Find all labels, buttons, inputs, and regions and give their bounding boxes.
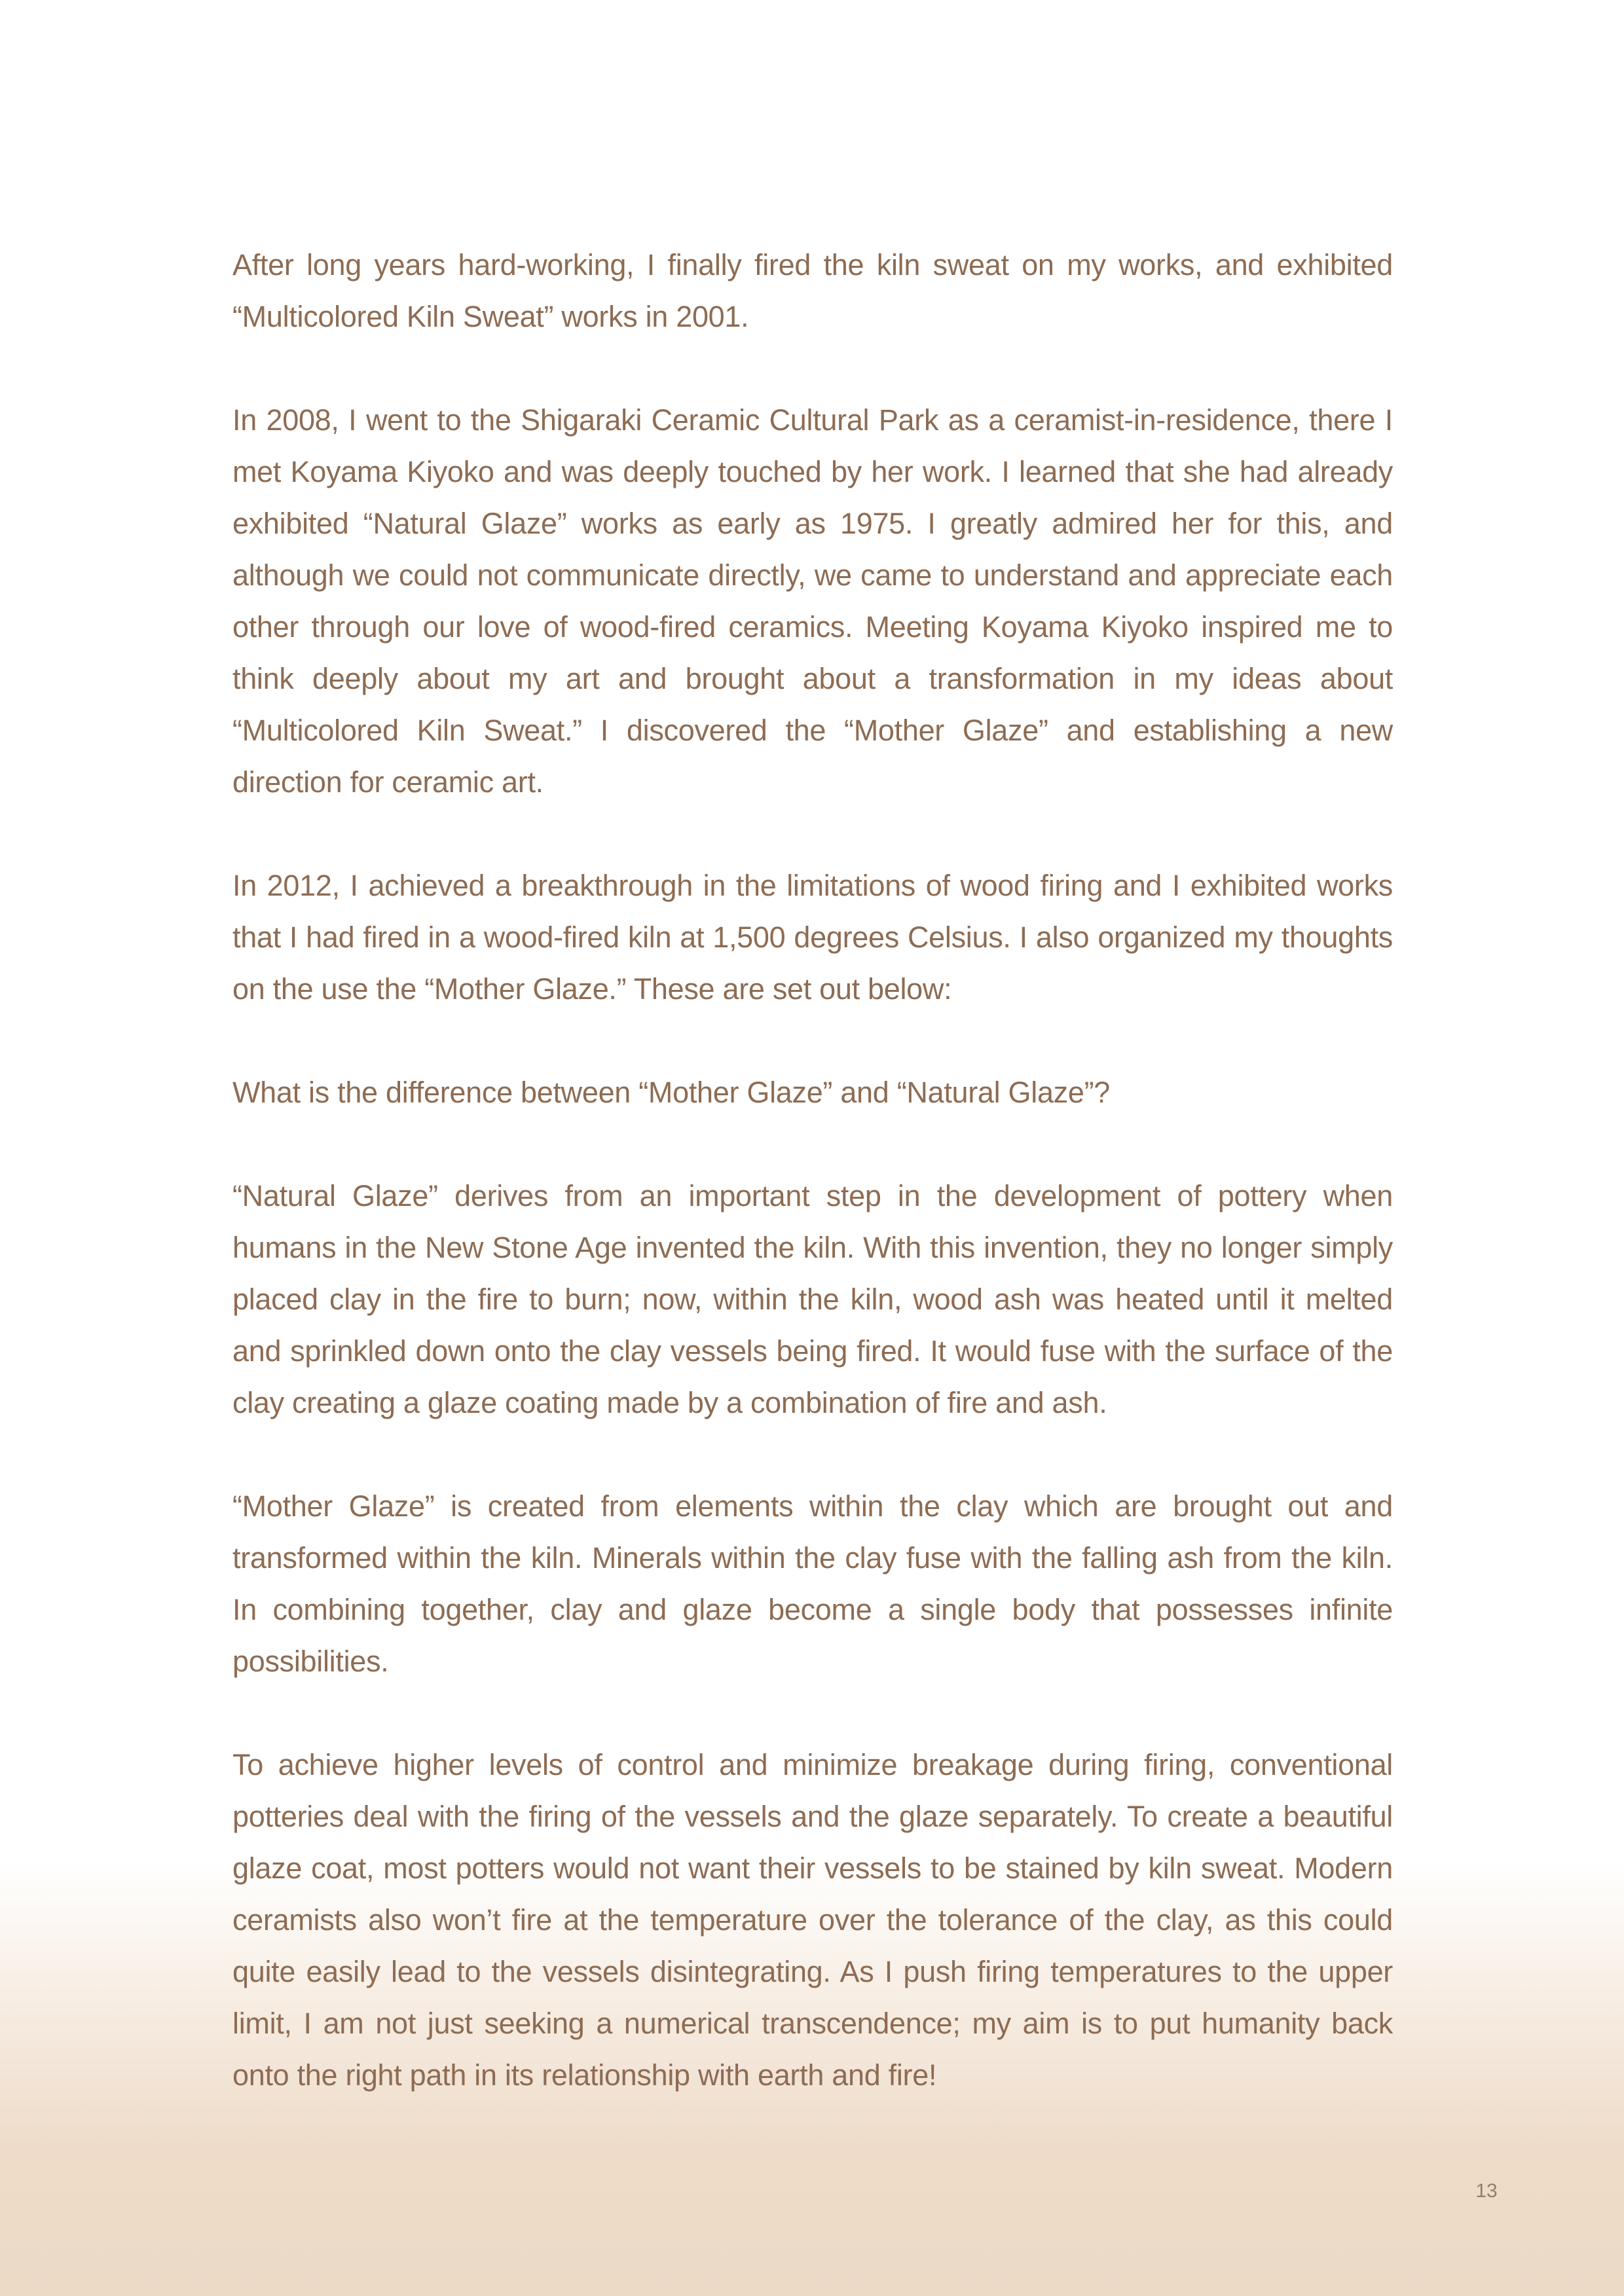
paragraph-natural-glaze: “Natural Glaze” derives from an important step in the development of pottery when humans in the New Stone Age invented the kiln. With this invention, they no longer simply placed clay in the fire to burn; now, within the kiln, wood ash was heated until it melted and sprinkled down onto the clay vessels being fired. It would fuse with the surface of the clay creating a glaze coating made by a combination of fire and ash. <box>232 1179 1393 1419</box>
paragraph-firing-control: To achieve higher levels of control and minimize breakage during firing, conventional potteries deal with the firing of the vessels and the glaze separately. To create a beautiful glaze coat, most potters would not want their vessels to be stained by kiln sweat. Modern ceramists also won’t fire at the temperature over the tolerance of the clay, as this could quite easily lead to the vessels disintegrating. As I push firing temperatures to the upper limit, I am not just seeking a numerical transcendence; my aim is to put humanity back onto the right path in its relationship with earth and fire! <box>232 1748 1393 2092</box>
paragraph-glaze-question: What is the difference between “Mother Glaze” and “Natural Glaze”? <box>232 1076 1111 1109</box>
paragraph-kiln-sweat-2001: After long years hard-working, I finally fired the kiln sweat on my works, and exhibited “Multicolored Kiln Sweat” works in 2001. <box>232 248 1393 333</box>
body-text <box>232 239 1393 2153</box>
paragraph-breakthrough-2012: In 2012, I achieved a breakthrough in the limitations of wood firing and I exhibited works that I had fired in a wood-fired kiln at 1,500 degrees Celsius. I also organized my thoughts on the use the “Mother Glaze.” These are set out below: <box>232 869 1393 1006</box>
page-number: 13 <box>1475 2180 1498 2202</box>
paragraph-shigaraki-2008: In 2008, I went to the Shigaraki Ceramic Cultural Park as a ceramist-in-residence, there I met Koyama Kiyoko and was deeply touched by her work. I learned that she had already exhibited “Natural Glaze” works as early as 1975. I greatly admired her for this, and although we could not communicate directly, we came to understand and appreciate each other through our love of wood-fired ceramics. Meeting Koyama Kiyoko inspired me to think deeply about my art and brought about a transformation in my ideas about “Multicolored Kiln Sweat.” I discovered the “Mother Glaze” and establishing a new direction for ceramic art. <box>232 403 1393 799</box>
paragraph-mother-glaze: “Mother Glaze” is created from elements within the clay which are brought out and transformed within the kiln. Minerals within the clay fuse with the falling ash from the kiln. In combining together, clay and glaze become a single body that possesses infinite possibilities. <box>232 1489 1393 1678</box>
